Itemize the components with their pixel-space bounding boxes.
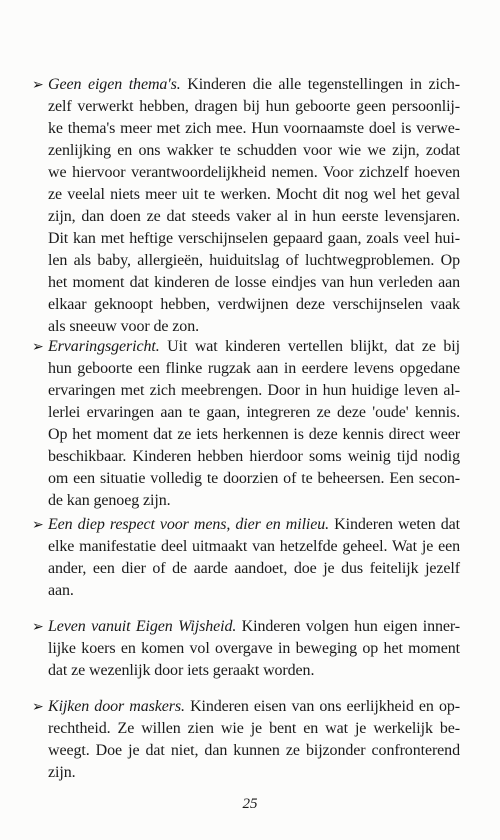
text-line: Op het moment dat ze iets herkennen is deze kennis direct weer [48,426,460,443]
text-line: weegt. Doe je dat niet, dan kunnen ze bijzonder confronterend [48,742,460,759]
text-line: we hiervoor verantwoordelijkheid nemen. Voor zichzelf hoeven [48,164,460,181]
arrow-bullet-icon: ➢ [32,339,44,355]
text-line [48,74,460,96]
text-line: Dit kan met heftige verschijnselen gepaard gaan, zoals veel hui- [48,230,460,247]
arrow-bullet-icon: ➢ [32,699,44,715]
arrow-bullet-icon: ➢ [32,517,44,533]
text-line: zijn, dan doen ze dat steeds vaker al in hun eerste levensjaren. [48,208,460,225]
arrow-bullet-icon: ➢ [32,77,44,93]
text-line: aan. [48,582,74,599]
text-line: len als baby, allergieën, huiduitslag of luchtwegproblemen. Op [48,252,460,269]
text-line: als sneeuw voor de zon. [48,318,199,335]
text-line: zijn. [48,764,76,781]
text-line: ze veelal niets meer uit te werken. Mocht dit nog wel het geval [48,186,460,203]
text-line: om een situatie volledig te doorzien of te beheersen. Een secon- [48,470,460,487]
section-first-line: Uit wat kinderen vertellen blijkt, dat ze bij [159,338,460,355]
text-line: ervaringen met zich meebrengen. Door in hun huidige leven al- [48,382,460,399]
section-first-line: Kinderen weten dat [329,516,460,533]
text-line: hun geboorte een flinke rugzak aan in eerdere levens opgedane [48,360,460,377]
text-line: elkaar geknoopt hebben, verdwijnen deze verschijnselen vaak [48,296,460,313]
text-line [48,616,460,638]
text-line: zenlijking en ons wakker te schudden voor wie we zijn, zodat [48,142,460,159]
text-line: het moment dat kinderen de losse eindjes van hun verleden aan [48,274,460,291]
section-first-line: Kinderen die alle tegenstellingen in zich- [180,76,460,93]
section-lead: Ervaringsgericht. [48,338,160,355]
text-line: lerlei ervaringen aan te gaan, integreren ze deze 'oude' kennis. [48,404,460,421]
arrow-bullet-icon: ➢ [32,619,44,635]
section-first-line: Kinderen eisen van ons eerlijkheid en op- [184,698,460,715]
text-line: ander, een dier of de aarde aandoet, doe je dus feitelijk jezelf [48,560,460,577]
page-number: 25 [242,796,258,812]
section-first-line: Kinderen volgen hun eigen inner- [236,618,461,635]
section-lead: Geen eigen thema's. [48,76,181,93]
section-lead: Leven vanuit Eigen Wijsheid. [48,618,237,635]
text-line: zelf verwerkt hebben, dragen bij hun geboorte geen persoonlij- [48,98,460,115]
text-line: beschikbaar. Kinderen hebben hierdoor soms weinig tijd nodig [48,448,460,465]
text-line: ke thema's meer met zich mee. Hun voornaamste doel is verwe- [48,120,460,137]
text-line [48,514,460,536]
text-line: dat ze wezenlijk door iets geraakt worden. [48,662,315,679]
text-line: elke manifestatie deel uitmaakt van hetzelfde geheel. Wat je een [48,538,460,555]
section-lead: Een diep respect voor mens, dier en milieu. [48,516,330,533]
text-line: de kan genoeg zijn. [48,492,171,509]
section-lead: Kijken door maskers. [48,698,185,715]
text-line: rechtheid. Ze willen zien wie je bent en wat je werkelijk be- [48,720,460,737]
text-line: lijke koers en komen vol overgave in beweging op het moment [48,640,460,657]
text-line [48,696,460,718]
text-line [48,336,460,358]
